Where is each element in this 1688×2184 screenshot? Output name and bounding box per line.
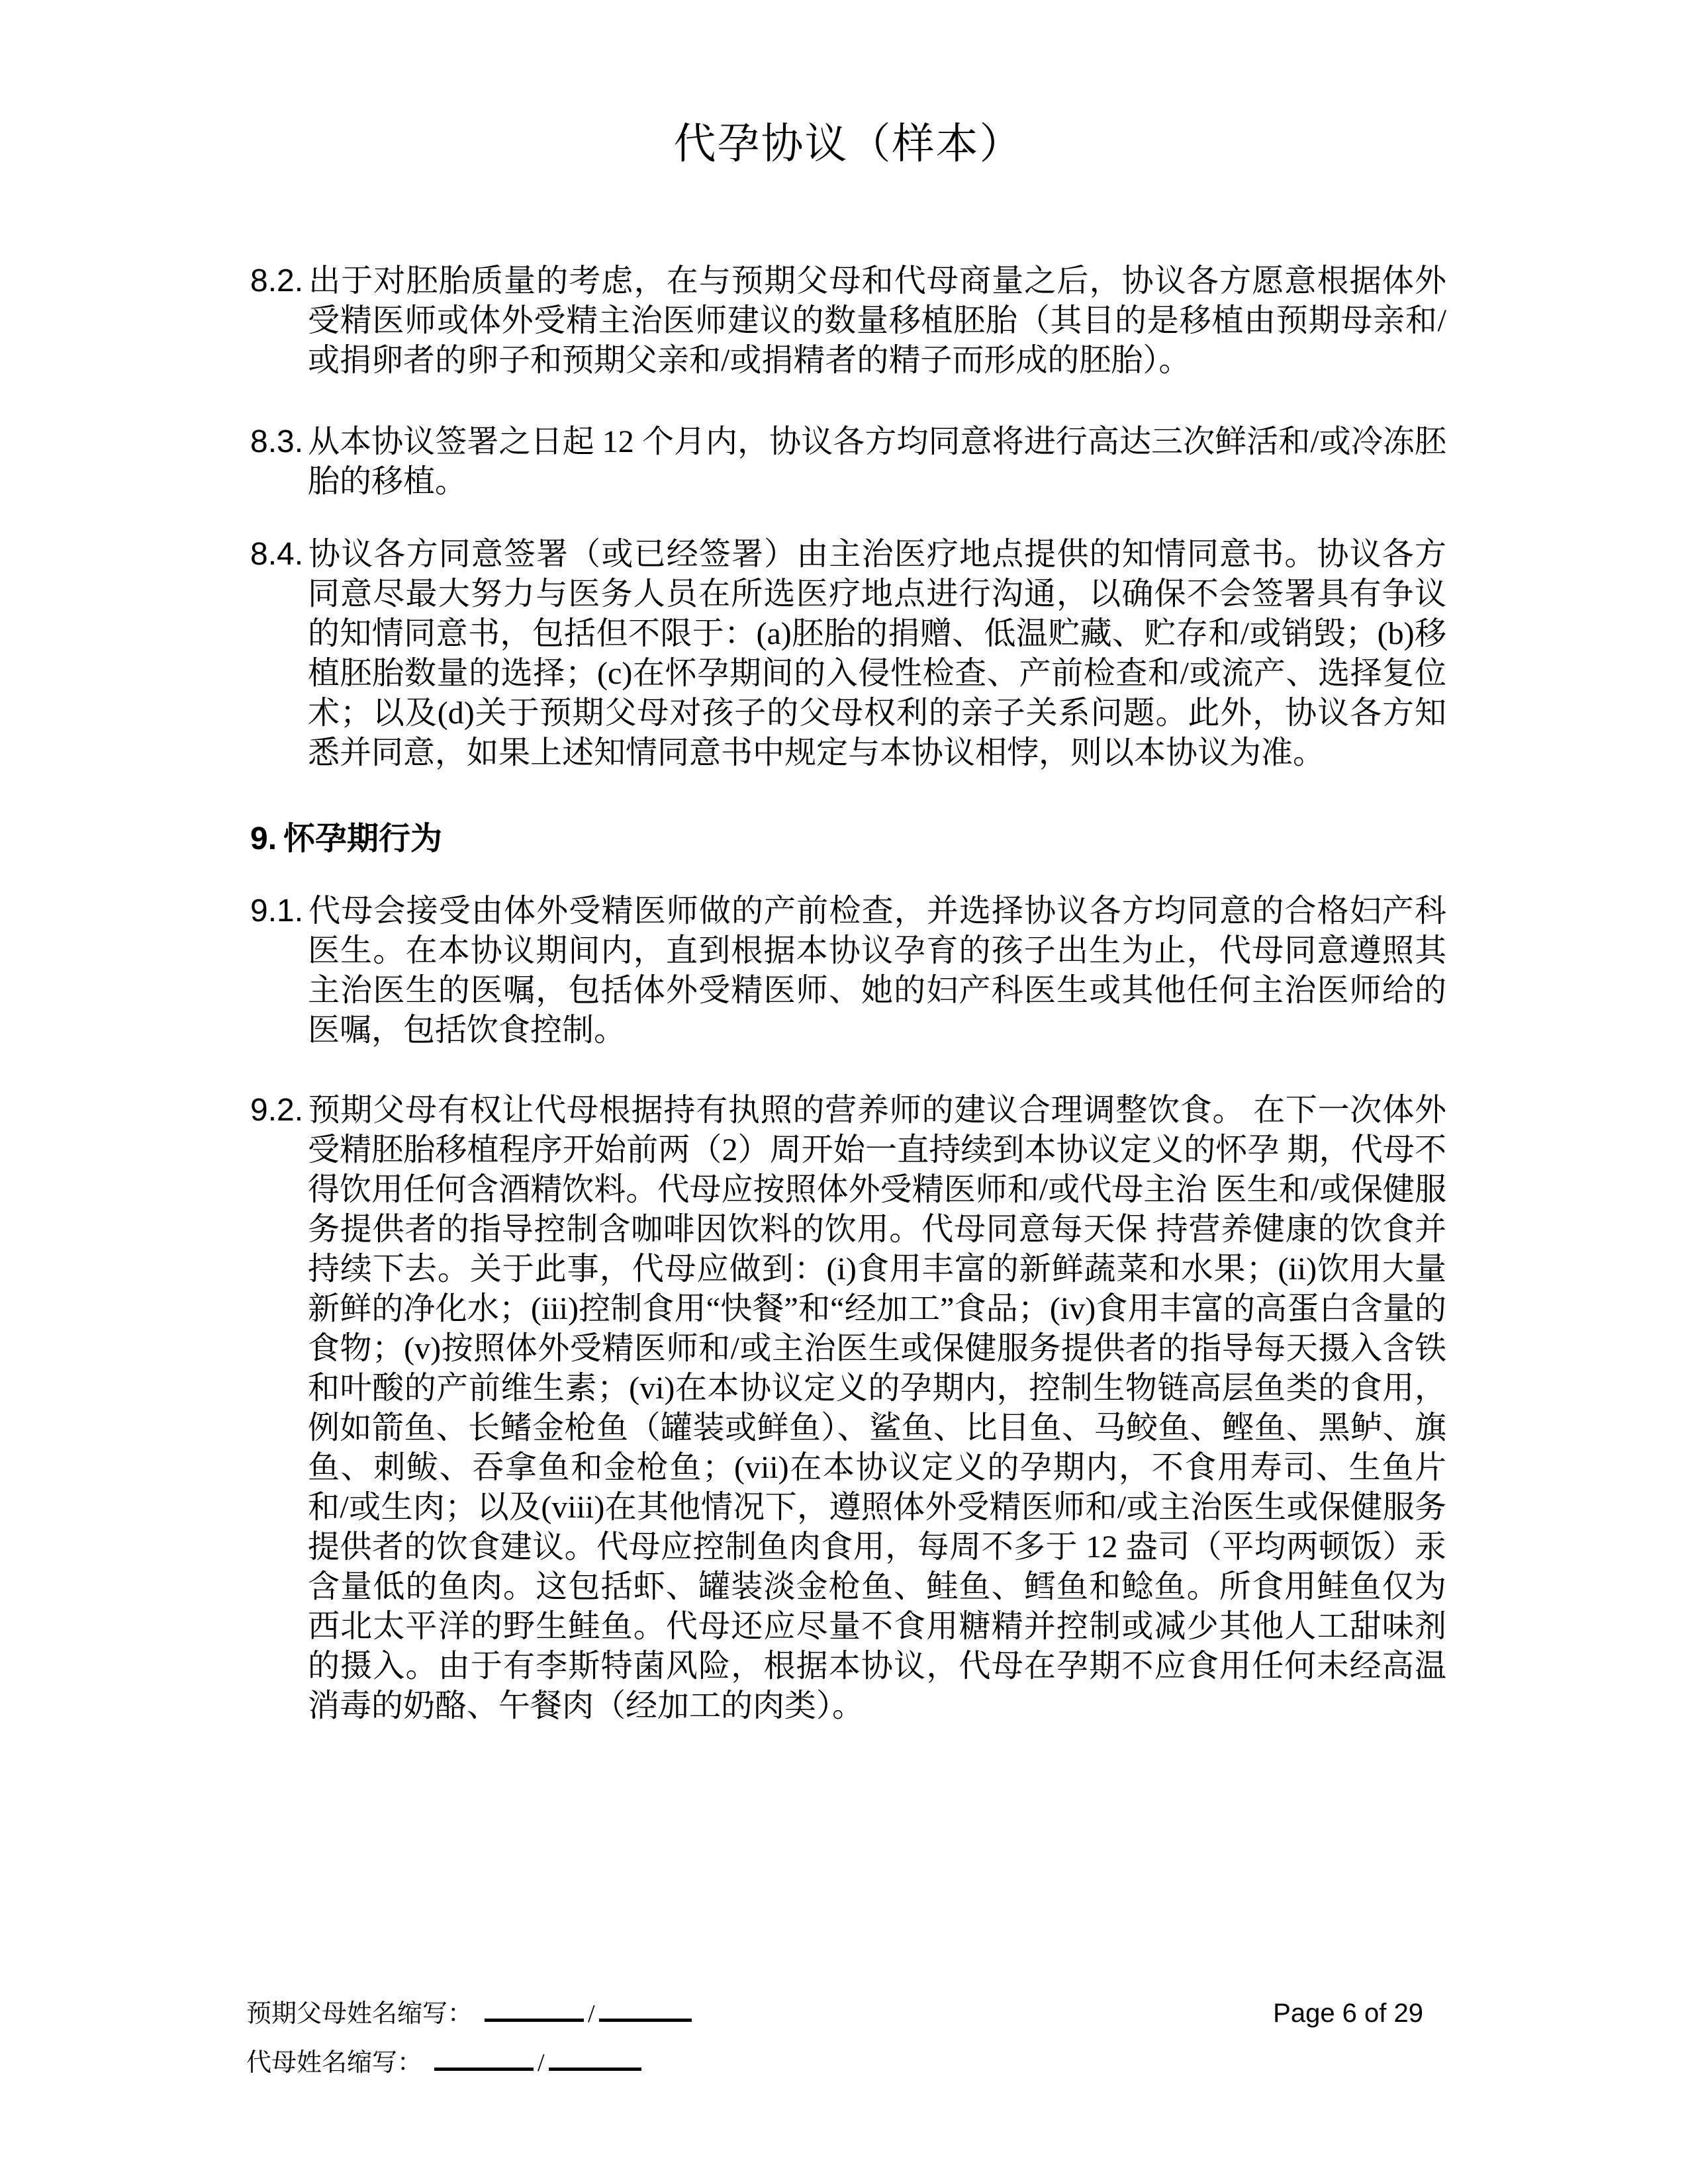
surrogate-initials-line [246,2045,645,2079]
clause-9-1-number: 9.1. [250,893,304,929]
clause-8-3-text: 从本协议签署之日起 12 个月内，协议各方均同意将进行高达三次鲜活和/或冷冻胚胎的移植。 [308,424,1446,499]
surrogate-initials-label: 代母姓名缩写： [246,2049,423,2077]
initials-separator: / [538,2049,545,2077]
intended-parents-initials-label: 预期父母姓名缩写： [246,2000,473,2028]
clause-8-2-number: 8.2. [250,263,304,298]
clause-9-1-text: 代母会接受由体外受精医师做的产前检查，并选择协议各方均同意的合格妇产科医生。在本协议期间内，直到根据本协议孕育的孩子出生为止，代母同意遵照其主治医生的医嘱，包括体外受精医师、她的妇产科医生或其他任何主治医师给的医嘱，包括饮食控制。 [308,893,1446,1048]
clause-8-4-text: 协议各方同意签署（或已经签署）由主治医疗地点提供的知情同意书。协议各方同意尽最大努力与医务人员在所选医疗地点进行沟通，以确保不会签署具有争议的知情同意书，包括但不限于：(a)胚胎的捐赠、低温贮藏、贮存和/或销毁；(b)移植胚胎数量的选择；(c)在怀孕期间的入侵性检查、产前检查和/或流产、选择复位术；以及(d)关于预期父母对孩子的父母权利的亲子关系问题。此外，协议各方知悉并同意，如果上述知情同意书中规定与本协议相悖，则以本协议为准。 [308,537,1446,770]
section-9-heading [250,819,1446,859]
clause-9-2 [250,1091,1446,1726]
document-body [250,0,1446,1726]
clause-8-2-text: 出于对胚胎质量的考虑，在与预期父母和代母商量之后，协议各方愿意根据体外受精医师或体外受精主治医师建议的数量移植胚胎（其目的是移植由预期母亲和/或捐卵者的卵子和预期父亲和/或捐精者的精子而形成的胚胎）。 [308,263,1446,378]
surrogate-initials-blank-2 [549,2045,641,2071]
clause-8-3-number: 8.3. [250,424,304,459]
clause-8-3 [250,422,1446,502]
surrogate-initials-blank-1 [434,2045,534,2071]
clause-9-1 [250,891,1446,1050]
page-title: 代孕协议（样本） [673,120,1023,167]
clause-8-2 [250,261,1446,381]
section-9-heading-text: 怀孕期行为 [283,821,443,856]
section-9-number: 9. [250,821,277,856]
page-number: Page 6 of 29 [1273,1999,1423,2028]
clause-9-2-text: 预期父母有权让代母根据持有执照的营养师的建议合理调整饮食。 在下一次体外受精胚胎移植程序开始前两（2）周开始一直持续到本协议定义的怀孕 期，代母不得饮用任何含酒精饮料。代母应按照体外受精医师和/或代母主治 医生和/或保健服务提供者的指导控制含咖啡因饮料的饮用。代母同意每天保 持营养健康的饮食并持续下去。关于此事，代母应做到：(i)食用丰富的新鲜蔬菜和水果；(ii)饮用大量新鲜的净化水；(iii)控制食用“快餐”和“经加工”食品；(iv)食用丰富的高蛋白含量的食物；(v)按照体外受精医师和/或主治医生或保健服务提供者的指导每天摄入含铁和叶酸的产前维生素；(vi)在本协议定义的孕期内，控制生物链高层鱼类的食用，例如箭鱼、长鳍金枪鱼（罐装或鲜鱼）、鲨鱼、比目鱼、马鲛鱼、鲣鱼、黑鲈、旗鱼、刺鲅、吞拿鱼和金枪鱼；(vii)在本协议定义的孕期内，不食用寿司、生鱼片和/或生肉；以及(viii)在其他情况下，遵照体外受精医师和/或主治医生或保健服务提供者的饮食建议。代母应控制鱼肉食用，每周不多于 12 盎司（平均两顿饭）汞含量低的鱼肉。这包括虾、罐装淡金枪鱼、鲑鱼、鳕鱼和鲶鱼。所食用鲑鱼仅为西北太平洋的野生鲑鱼。代母还应尽量不食用糖精并控制或减少其他人工甜味剂的摄入。由于有李斯特菌风险，根据本协议，代母在孕期不应食用任何未经高温消毒的奶酪、午餐肉（经加工的肉类）。 [308,1093,1446,1723]
clause-9-2-number: 9.2. [250,1093,304,1128]
clause-8-4 [250,535,1446,773]
initials-separator: / [588,2000,595,2028]
clause-8-4-number: 8.4. [250,537,304,572]
